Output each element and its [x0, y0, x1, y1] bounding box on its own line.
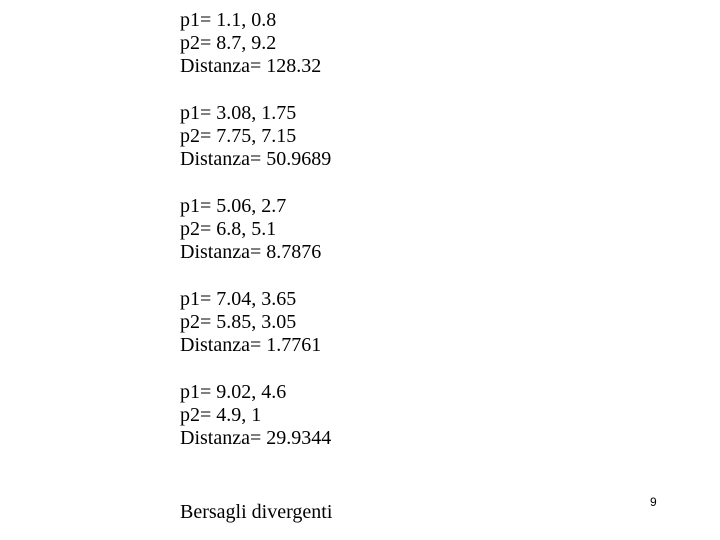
slide-footer-text: Bersagli divergenti	[180, 501, 333, 523]
distance-block-2	[180, 102, 600, 171]
distance-line: Distanza= 128.32	[180, 55, 322, 77]
point-1-line: p1= 3.08, 1.75	[180, 102, 297, 124]
distance-block-3	[180, 195, 600, 264]
page-number: 9	[650, 495, 657, 509]
point-1-line: p1= 9.02, 4.6	[180, 381, 287, 403]
point-1-line: p1= 1.1, 0.8	[180, 9, 277, 31]
distance-line: Distanza= 50.9689	[180, 148, 332, 170]
distance-block-5	[180, 381, 600, 450]
point-2-line: p2= 8.7, 9.2	[180, 32, 277, 54]
point-2-line: p2= 4.9, 1	[180, 404, 262, 426]
distance-block-1	[180, 9, 600, 78]
point-1-line: p1= 7.04, 3.65	[180, 288, 297, 310]
point-2-line: p2= 5.85, 3.05	[180, 311, 297, 333]
distance-line: Distanza= 1.7761	[180, 334, 322, 356]
distance-line: Distanza= 8.7876	[180, 241, 322, 263]
distance-block-4	[180, 288, 600, 357]
distance-line: Distanza= 29.9344	[180, 427, 332, 449]
point-1-line: p1= 5.06, 2.7	[180, 195, 287, 217]
distance-list	[180, 9, 600, 474]
point-2-line: p2= 7.75, 7.15	[180, 125, 297, 147]
point-2-line: p2= 6.8, 5.1	[180, 218, 277, 240]
